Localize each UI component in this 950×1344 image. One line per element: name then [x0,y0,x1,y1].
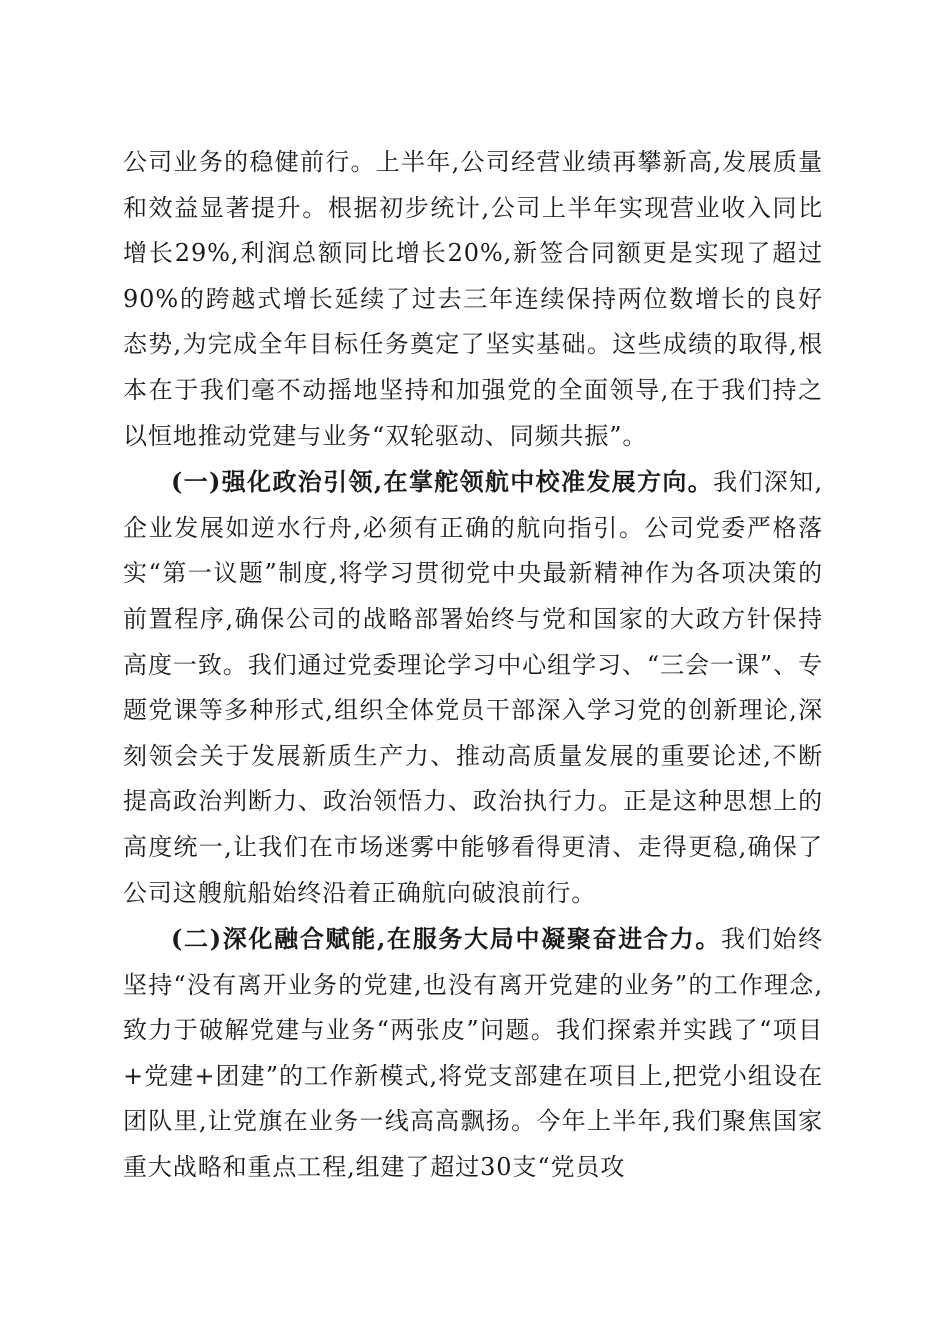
paragraph-section-1 [123,459,823,916]
section-1-heading: (一)强化政治引领,在掌舵领航中校准发展方向。 [171,467,714,497]
document-body [123,140,823,1191]
section-2-heading: (二)深化融合赋能,在服务大局中凝聚奋进合力。 [171,924,722,954]
paragraph-section-2 [123,916,823,1191]
paragraph-intro-text: 公司业务的稳健前行。上半年,公司经营业绩再攀新高,发展质量和效益显著提升。根据初步统计,公司上半年实现营业收入同比增长29%,利润总额同比增长20%,新签合同额更是实现了超过90%的跨越式增长延续了过去三年连续保持两位数增长的良好态势,为完成全年目标任务奠定了坚实基础。这些成绩的取得,根本在于我们毫不动摇地坚持和加强党的全面领导,在于我们持之以恒地推动党建与业务“双轮驱动、同频共振”。 [123,148,823,450]
paragraph-intro [123,140,823,459]
section-1-text: 我们深知,企业发展如逆水行舟,必须有正确的航向指引。公司党委严格落实“第一议题”制度,将学习贯彻党中央最新精神作为各项决策的前置程序,确保公司的战略部署始终与党和国家的大政方针保持高度一致。我们通过党委理论学习中心组学习、“三会一课”、专题党课等多种形式,组织全体党员干部深入学习党的创新理论,深刻领会关于发展新质生产力、推动高质量发展的重要论述,不断提高政治判断力、政治领悟力、政治执行力。正是这种思想上的高度统一,让我们在市场迷雾中能够看得更清、走得更稳,确保了公司这艘航船始终沿着正确航向破浪前行。 [123,468,823,907]
section-2-text: 我们始终坚持“没有离开业务的党建,也没有离开党建的业务”的工作理念,致力于破解党建与业务“两张皮”问题。我们探索并实践了“项目+党建+团建”的工作新模式,将党支部建在项目上,把党小组设在团队里,让党旗在业务一线高高飘扬。今年上半年,我们聚焦国家重大战略和重点工程,组建了超过30支“党员攻 [123,925,823,1182]
